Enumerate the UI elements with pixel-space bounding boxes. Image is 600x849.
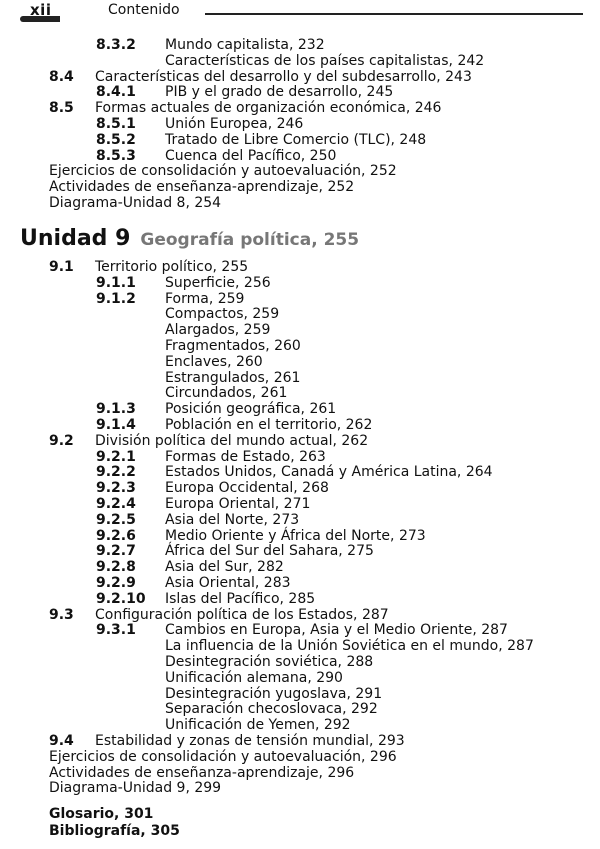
toc-entry-number: 9.2.6 <box>96 527 136 544</box>
toc-entry-text: Alargados, 259 <box>165 322 271 339</box>
toc-entry-number: 9.2.4 <box>96 496 136 512</box>
toc-entry-number: 8.5.3 <box>96 147 136 164</box>
running-head-title: Contenido <box>108 2 180 18</box>
toc-entry-number: 9.2.2 <box>96 464 136 481</box>
toc-entry-text: Características de los países capitalistas, 242 <box>165 52 485 69</box>
toc-entry-text: Europa Oriental, 271 <box>165 496 311 512</box>
toc-entry-number: 9.2.8 <box>96 559 136 576</box>
toc-entry-number: 9.2 <box>49 432 74 449</box>
toc-entry-text: Actividades de enseñanza-aprendizaje, 296 <box>49 764 355 781</box>
back-matter-entry: Glosario, 301 <box>49 806 154 822</box>
toc-entry-text: Posición geográfica, 261 <box>165 401 337 418</box>
toc-entry-text: Asia del Sur, 282 <box>165 559 284 576</box>
toc-entry-number: 9.4 <box>49 733 74 749</box>
toc-entry-text: Tratado de Libre Comercio (TLC), 248 <box>165 131 427 148</box>
toc-entry-text: Fragmentados, 260 <box>165 338 301 354</box>
running-header <box>0 0 600 24</box>
toc-entry-number: 9.1 <box>49 259 74 275</box>
toc-entry-text: Forma, 259 <box>165 290 245 307</box>
toc-entry-text: Estados Unidos, Canadá y América Latina, 264 <box>165 464 493 481</box>
toc-entry-text: Asia del Norte, 273 <box>165 511 300 528</box>
toc-entry-text: Desintegración soviética, 288 <box>165 654 374 670</box>
unit-heading <box>20 226 359 251</box>
toc-entry-number: 9.1.4 <box>96 417 136 433</box>
toc-entry-text: Cambios en Europa, Asia y el Medio Oriente, 287 <box>165 622 508 639</box>
toc-entry-number: 9.2.1 <box>96 448 136 465</box>
toc-entry-text: Territorio político, 255 <box>95 259 249 275</box>
toc-entry-text: Enclaves, 260 <box>165 353 263 370</box>
toc-entry-number: 8.4 <box>49 68 74 85</box>
toc-entry-text: Superficie, 256 <box>165 274 271 291</box>
toc-entry-number: 9.1.1 <box>96 274 136 291</box>
toc-entry-number: 9.2.7 <box>96 543 136 560</box>
toc-entry-number: 8.5.1 <box>96 116 136 132</box>
toc-entry-text: Circundados, 261 <box>165 385 288 402</box>
toc-entry-text: Ejercicios de consolidación y autoevaluación, 296 <box>49 748 397 765</box>
toc-entry-number: 9.2.5 <box>96 511 136 528</box>
toc-entry-text: Desintegración yugoslava, 291 <box>165 685 383 702</box>
toc-entry-text: Europa Occidental, 268 <box>165 480 329 497</box>
toc-entry-text: Asia Oriental, 283 <box>165 575 291 591</box>
toc-entry-text: La influencia de la Unión Soviética en el mundo, 287 <box>165 638 534 655</box>
toc-entry-number: 9.1.2 <box>96 290 136 307</box>
toc-entry-number: 8.5 <box>49 100 74 117</box>
toc-entry-number: 9.2.9 <box>96 575 136 591</box>
toc-entry-number: 8.5.2 <box>96 131 136 148</box>
toc-entry-number: 9.2.10 <box>96 590 146 607</box>
toc-entry-text: Diagrama-Unidad 9, 299 <box>49 780 222 797</box>
toc-entry-text: Actividades de enseñanza-aprendizaje, 252 <box>49 179 355 196</box>
toc-entry-number: 9.3.1 <box>96 622 136 639</box>
toc-entry-text: Separación checoslovaca, 292 <box>165 701 378 718</box>
toc-entry-text: Unificación de Yemen, 292 <box>165 717 351 734</box>
toc-entry-text: Estabilidad y zonas de tensión mundial, 293 <box>95 733 405 749</box>
toc-entry-number: 9.3 <box>49 606 74 623</box>
toc-entry-text: Ejercicios de consolidación y autoevaluación, 252 <box>49 163 397 180</box>
toc-entry-text: Estrangulados, 261 <box>165 369 301 386</box>
toc-entry-text: Configuración política de los Estados, 287 <box>95 606 389 623</box>
toc-entry-number: 8.3.2 <box>96 37 136 53</box>
header-rule <box>205 13 583 15</box>
unit-label: Unidad 9 <box>20 226 131 251</box>
toc-entry-text: Mundo capitalista, 232 <box>165 37 325 53</box>
toc-entry-text: Medio Oriente y África del Norte, 273 <box>165 527 426 544</box>
toc-entry-number: 8.4.1 <box>96 84 136 101</box>
toc-entry-text: Diagrama-Unidad 8, 254 <box>49 195 222 211</box>
toc-entry-text: Islas del Pacífico, 285 <box>165 590 316 607</box>
toc-entry-text: PIB y el grado de desarrollo, 245 <box>165 84 394 101</box>
toc-entry-text: Formas de Estado, 263 <box>165 448 326 465</box>
toc-entry-text: División política del mundo actual, 262 <box>95 432 369 449</box>
back-matter-entry: Bibliografía, 305 <box>49 823 180 839</box>
unit-title: Geografía política, 255 <box>140 230 360 250</box>
toc-entry-text: Población en el territorio, 262 <box>165 417 373 433</box>
toc-entry-text: Unión Europea, 246 <box>165 116 304 132</box>
toc-entry-text: Características del desarrollo y del subdesarrollo, 243 <box>95 68 472 85</box>
toc-entry-number: 9.1.3 <box>96 401 136 418</box>
toc-entry-text: Cuenca del Pacífico, 250 <box>165 147 337 164</box>
page-number: xii <box>30 1 52 19</box>
toc-entry-text: Formas actuales de organización económica, 246 <box>95 100 442 117</box>
toc-entry-text: Compactos, 259 <box>165 306 280 323</box>
toc-entry-text: Unificación alemana, 290 <box>165 669 343 686</box>
toc-entry-number: 9.2.3 <box>96 480 136 497</box>
toc-entry-text: África del Sur del Sahara, 275 <box>165 543 374 560</box>
